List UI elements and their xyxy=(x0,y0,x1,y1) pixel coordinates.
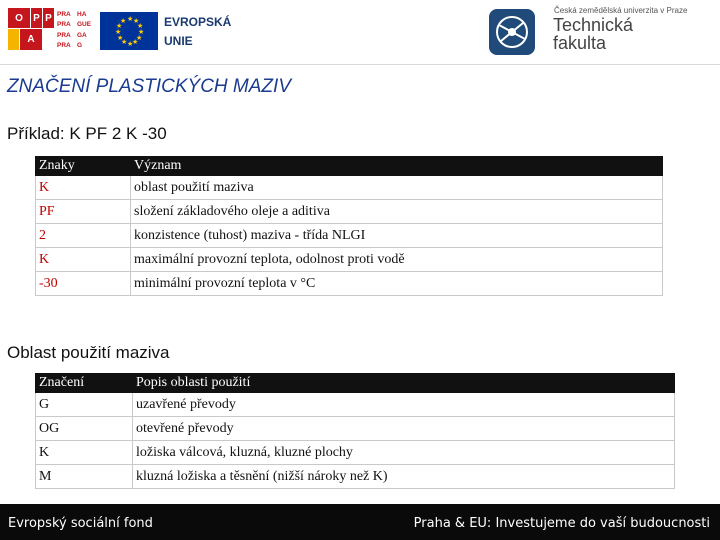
opp-letter-p2: P xyxy=(43,8,54,28)
praha-cell: PRA xyxy=(57,21,71,29)
praha-cell: G xyxy=(77,41,83,49)
svg-text:★: ★ xyxy=(137,22,144,30)
table-row xyxy=(36,272,663,296)
table-header-cell: Značení xyxy=(36,374,133,393)
opp-letter-o: O xyxy=(8,8,30,28)
faculty-name xyxy=(553,16,633,52)
table-row xyxy=(36,465,675,489)
page-title: ZNAČENÍ PLASTICKÝCH MAZIV xyxy=(7,76,291,97)
eu-label xyxy=(164,13,231,51)
table-header-cell: Význam xyxy=(131,157,663,176)
table-cell-code: M xyxy=(36,465,133,489)
eu-label-line2: UNIE xyxy=(164,34,193,48)
svg-text:★: ★ xyxy=(115,28,122,36)
opp-praha-logo xyxy=(8,8,54,50)
section-heading: Oblast použití maziva xyxy=(7,343,170,362)
opp-letter-p1: P xyxy=(31,8,42,28)
svg-text:★: ★ xyxy=(132,38,139,46)
table-cell-description: ložiska válcová, kluzná, kluzné plochy xyxy=(133,441,675,465)
table-cell-code: PF xyxy=(36,200,131,224)
table-cell-description: otevřené převody xyxy=(133,417,675,441)
table-row xyxy=(36,200,663,224)
header-divider xyxy=(0,64,720,72)
svg-text:★: ★ xyxy=(116,22,123,30)
table-cell-code: K xyxy=(36,441,133,465)
svg-text:★: ★ xyxy=(117,34,124,42)
faculty-line1: Technická xyxy=(553,15,634,35)
footer-right-text: Praha & EU: Investujeme do vaší budoucnosti xyxy=(413,516,710,531)
table-row xyxy=(36,417,675,441)
table-row xyxy=(36,224,663,248)
praha-cell: GUE xyxy=(77,21,92,29)
svg-text:★: ★ xyxy=(133,17,140,25)
praha-cell: PRA xyxy=(57,31,71,39)
svg-text:★: ★ xyxy=(127,15,134,23)
table-row xyxy=(36,393,675,417)
praha-cell: HA xyxy=(77,11,87,18)
university-name: Česká zemědělská univerzita v Praze xyxy=(554,6,688,15)
opp-yellow-block xyxy=(8,29,19,50)
usage-area-table xyxy=(35,373,675,489)
table-cell-meaning: konzistence (tuhost) maziva - třída NLGI xyxy=(131,224,663,248)
praha-cell: PRA xyxy=(57,41,71,49)
table-header-cell: Znaky xyxy=(36,157,131,176)
footer-bar xyxy=(0,504,720,540)
faculty-line2: fakulta xyxy=(553,33,607,53)
table-header-row xyxy=(36,374,675,393)
table-header-row xyxy=(36,157,663,176)
praha-cell: PRA xyxy=(57,11,71,18)
svg-text:★: ★ xyxy=(121,38,128,46)
table-cell-code: 2 xyxy=(36,224,131,248)
example-text: Příklad: K PF 2 K -30 xyxy=(7,124,167,143)
praha-cell: GA xyxy=(77,31,87,39)
table-header-cell: Popis oblasti použití xyxy=(133,374,675,393)
table-cell-code: OG xyxy=(36,417,133,441)
svg-text:★: ★ xyxy=(120,17,127,25)
table-cell-code: G xyxy=(36,393,133,417)
table-cell-meaning: oblast použití maziva xyxy=(131,176,663,200)
table-cell-code: K xyxy=(36,248,131,272)
table-row xyxy=(36,248,663,272)
marking-table xyxy=(35,156,663,296)
table-cell-code: K xyxy=(36,176,131,200)
table-cell-meaning: složení základového oleje a aditiva xyxy=(131,200,663,224)
footer-left-text: Evropský sociální fond xyxy=(8,516,153,531)
table-cell-meaning: minimální provozní teplota v °C xyxy=(131,272,663,296)
eu-label-line1: EVROPSKÁ xyxy=(164,15,232,29)
table-cell-code: -30 xyxy=(36,272,131,296)
table-cell-description: kluzná ložiska a těsnění (nižší nároky než K) xyxy=(133,465,675,489)
svg-text:★: ★ xyxy=(138,28,145,36)
praha-text-grid xyxy=(57,10,97,50)
svg-text:★: ★ xyxy=(136,34,143,42)
table-cell-meaning: maximální provozní teplota, odolnost proti vodě xyxy=(131,248,663,272)
header-left-logos xyxy=(0,0,245,64)
technical-faculty-logo-icon xyxy=(487,7,537,57)
table-row xyxy=(36,441,675,465)
table-cell-description: uzavřené převody xyxy=(133,393,675,417)
table-row xyxy=(36,176,663,200)
svg-text:★: ★ xyxy=(127,40,134,48)
eu-flag-icon xyxy=(100,12,158,50)
opp-letter-a: A xyxy=(20,29,42,50)
